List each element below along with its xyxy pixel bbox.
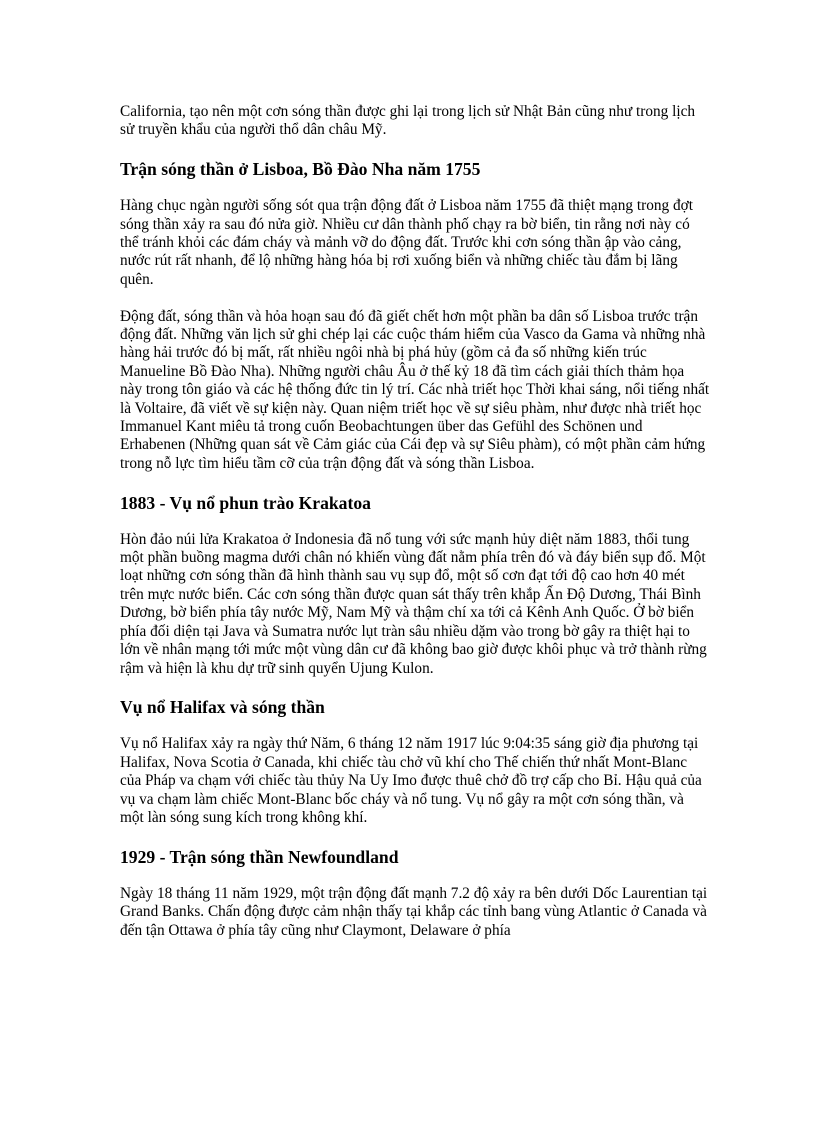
- lisbon-paragraph-1: Hàng chục ngàn người sống sót qua trận động đất ở Lisboa năm 1755 đã thiệt mạng trong đợt sóng thần xảy ra sau đó nửa giờ. Nhiều cư dân thành phố chạy ra bờ biển, tin rằng nơi này có thể tránh khỏi các đám cháy và mảnh vỡ do động đất. Trước khi cơn sóng thần ập vào cảng, nước rút rất nhanh, để lộ những hàng hóa bị rơi xuống biển và những chiếc tàu đắm bị lãng quên.: [120, 197, 693, 288]
- krakatoa-paragraph: Hòn đảo núi lửa Krakatoa ở Indonesia đã nổ tung với sức mạnh hủy diệt năm 1883, thổi tung một phần buồng magma dưới chân nó khiến vùng đất nằm phía trên đó và đáy biển sụp đổ. Một loạt những cơn sóng thần đã hình thành sau vụ sụp đổ, một số cơn đạt tới độ cao hơn 40 mét trên mực nước biển. Các cơn sóng thần được quan sát thấy trên khắp Ấn Độ Dương, Thái Bình Dương, bờ biển phía tây nước Mỹ, Nam Mỹ và thậm chí xa tới cả Kênh Anh Quốc. Ở bờ biển phía đối diện tại Java và Sumatra nước lụt tràn sâu nhiều dặm vào trong bờ gây ra thiệt hại to lớn về nhân mạng tới mức một vùng dân cư đã không bao giờ được khôi phục và trở thành rừng rậm và hiện là khu dự trữ sinh quyển Ujung Kulon.: [120, 530, 707, 677]
- heading-newfoundland: 1929 - Trận sóng thần Newfoundland: [120, 846, 399, 867]
- intro-paragraph: California, tạo nên một cơn sóng thần được ghi lại trong lịch sử Nhật Bản cũng như trong lịch sử truyền khẩu của người thổ dân châu Mỹ.: [120, 103, 696, 139]
- heading-halifax: Vụ nổ Halifax và sóng thần: [120, 697, 325, 718]
- lisbon-paragraph-2: Động đất, sóng thần và hỏa hoạn sau đó đã giết chết hơn một phần ba dân số Lisboa trước trận động đất. Những văn lịch sử ghi chép lại các cuộc thám hiểm của Vasco da Gama và những nhà hàng hải trước đó bị mất, rất nhiều ngôi nhà bị phá hủy (gồm cả đa số những kiến trúc Manueline Bồ Đào Nha). Những người châu Âu ở thế kỷ 18 đã tìm cách giải thích thảm họa này trong tôn giáo và các hệ thống đức tin lý trí. Các nhà triết học Thời khai sáng, nổi tiếng nhất là Voltaire, đã viết về sự kiện này. Quan niệm triết học về sự siêu phàm, như được nhà triết học Immanuel Kant miêu tả trong cuốn Beobachtungen über das Gefühl des Schönen und Erhabenen (Những quan sát về Cảm giác của Cái đẹp và sự Siêu phàm), có một phần cảm hứng trong nỗ lực tìm hiểu tầm cỡ của trận động đất và sóng thần Lisboa.: [120, 307, 710, 472]
- halifax-paragraph: Vụ nổ Halifax xảy ra ngày thứ Năm, 6 tháng 12 năm 1917 lúc 9:04:35 sáng giờ địa phương tại Halifax, Nova Scotia ở Canada, khi chiếc tàu chở vũ khí cho Thế chiến thứ nhất Mont-Blanc của Pháp va chạm với chiếc tàu thủy Na Uy Imo được thuê chở đồ trợ cấp cho Bỉ. Hậu quả của vụ va chạm làm chiếc Mont-Blanc bốc cháy và nổ tung. Vụ nổ gây ra một cơn sóng thần, và một làn sóng sung kích trong không khí.: [120, 735, 702, 826]
- heading-lisbon: Trận sóng thần ở Lisboa, Bồ Đào Nha năm 1755: [120, 159, 481, 180]
- heading-krakatoa: 1883 - Vụ nổ phun trào Krakatoa: [120, 492, 371, 513]
- document-page: [120, 103, 710, 958]
- newfoundland-paragraph: Ngày 18 tháng 11 năm 1929, một trận động đất mạnh 7.2 độ xảy ra bên dưới Dốc Laurentian tại Grand Banks. Chấn động được cảm nhận thấy tại khắp các tỉnh bang vùng Atlantic ở Canada và đến tận Ottawa ở phía tây cũng như Claymont, Delaware ở phía: [120, 884, 708, 939]
